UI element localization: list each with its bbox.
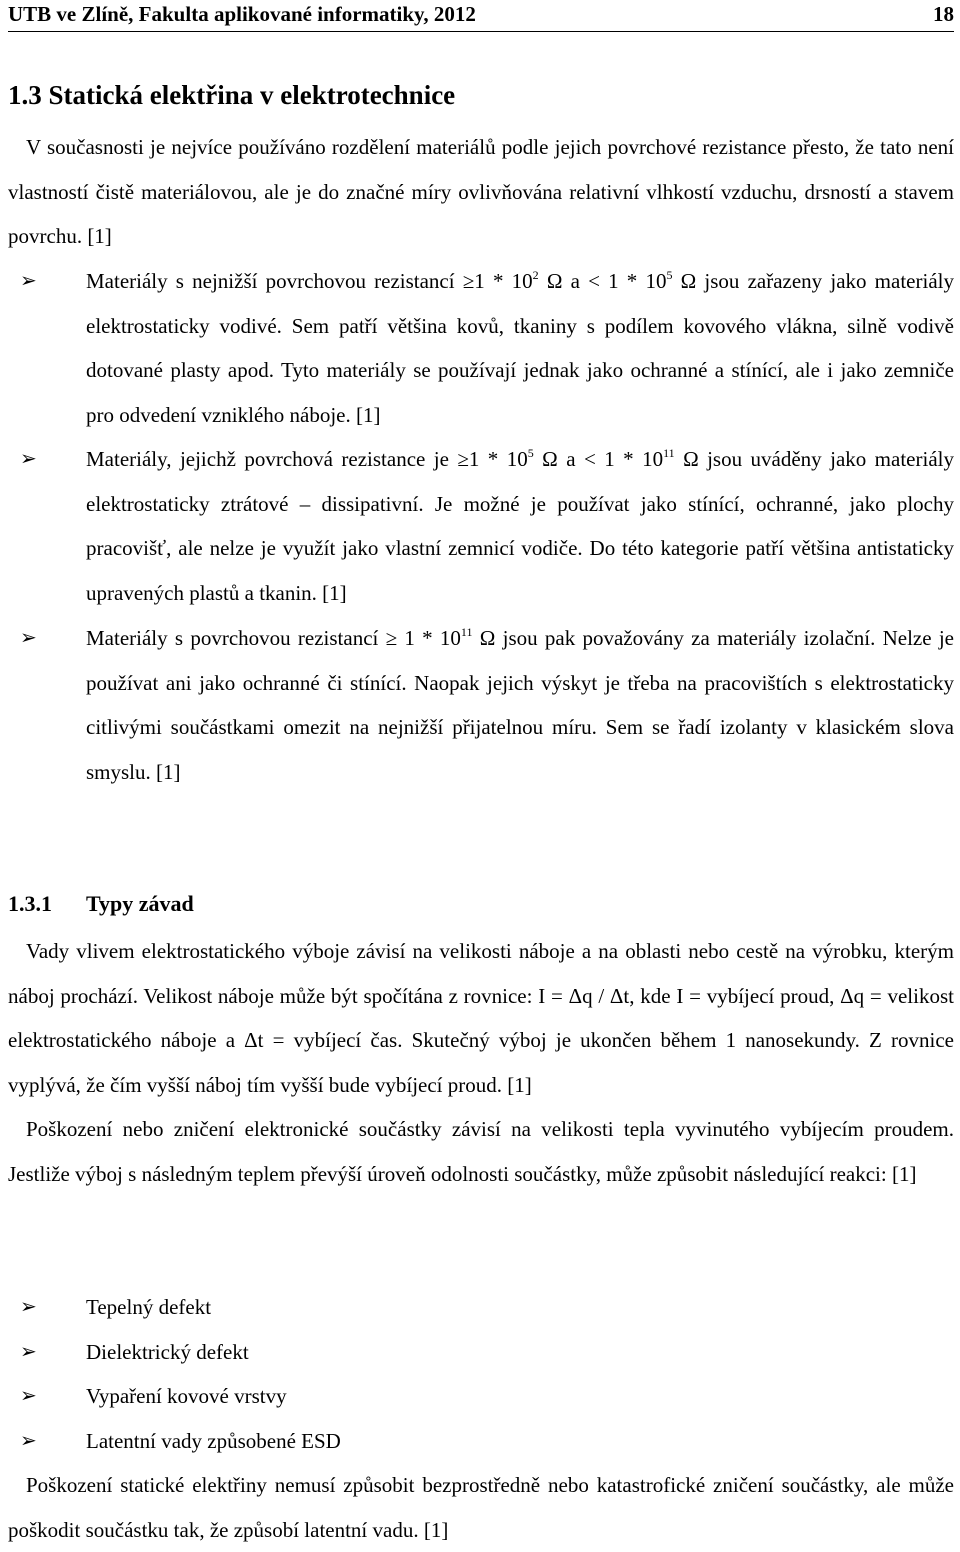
bullet-insulating (8, 616, 954, 794)
bullet-text-part: Ω a < 1 * 10 (538, 269, 667, 293)
bullet-arrow-icon: ➢ (20, 1429, 37, 1452)
list-item: ➢ Dielektrický defekt (8, 1330, 954, 1375)
exponent: 11 (460, 625, 473, 639)
subsection-number: 1.3.1 (8, 891, 52, 916)
resistance-bullet-list (8, 259, 954, 794)
discharge-paragraph: Vady vlivem elektrostatického výboje závisí na velikosti náboje a na oblasti nebo cestě na výrobku, kterým náboj prochází. Velikost náboje může být spočítána z rovnice: I = Δq / Δt, kde I = vybíjecí proud, Δq = velikost elektrostatického náboje a Δt = vybíjecí čas. Skutečný výboj je ukončen během 1 nanosekundy. Z rovnice vyplývá, že čím vyšší náboj tím vyšší bude vybíjecí proud. [1] (8, 939, 954, 1097)
bullet-text-part: Materiály s nejnižší povrchovou rezistancí ≥1 * 10 (86, 269, 533, 293)
subsection-heading (8, 891, 194, 917)
subsection-title: Typy závad (86, 891, 194, 916)
header-title: UTB ve Zlíně, Fakulta aplikované informatiky, 2012 (8, 2, 476, 26)
defect-types-list (8, 1285, 954, 1463)
list-item: ➢ Tepelný defekt (8, 1285, 954, 1330)
page-header (8, 0, 954, 32)
bullet-text-part: Materiály, jejichž povrchová rezistance je ≥1 * 10 (86, 447, 528, 471)
bullet-arrow-icon: ➢ (20, 1296, 37, 1318)
intro-paragraph: V současnosti je nejvíce používáno rozdělení materiálů podle jejich povrchové rezistance přesto, že tato není vlastností čistě materiálovou, ale je do značné míry ovlivňována relativní vlhkostí vzduchu, drsností a stavem povrchu. [1] (8, 135, 954, 248)
list-item: ➢ Vypaření kovové vrstvy (8, 1374, 954, 1419)
bullet-text-part: Ω jsou uváděny jako materiály elektrostaticky ztrátové – dissipativní. Je možné je používat jako stínící, ochranné, jako plochy pracovišť, ale nelze je využít jako vlastní zemnicí vodiče. Do této kategorie patří většina antistaticky upravených plastů a tkanin. [1] (86, 447, 954, 605)
intro-block (8, 125, 954, 259)
section-heading: 1.3 Statická elektřina v elektrotechnice (8, 80, 456, 110)
exponent: 5 (527, 446, 534, 460)
exponent: 2 (532, 268, 539, 282)
bullet-text-part: Ω jsou zařazeny jako materiály elektrostaticky vodivé. Sem patří většina kovů, tkaniny s podílem kovového vlákna, silně vodivě dotované plasty apod. Tyto materiály se používají jednak jako ochranné a stínící, ale i jako zemniče pro odvedení vzniklého náboje. [1] (86, 269, 954, 427)
bullet-arrow-icon: ➢ (20, 448, 37, 470)
bullet-arrow-icon: ➢ (20, 1340, 37, 1363)
list-item: ➢ Latentní vady způsobené ESD (8, 1419, 954, 1464)
latent-block (8, 1463, 954, 1552)
exponent: 5 (666, 268, 673, 282)
bullet-arrow-icon: ➢ (20, 1385, 37, 1407)
defects-block (8, 929, 954, 1196)
bullet-text-part: Ω jsou pak považovány za materiály izolační. Nelze je používat ani jako ochranné či stínící. Naopak jejich výskyt je třeba na pracovištích s elektrostaticky citlivými součástkami omezit na nejnižší přijatelnou míru. Sem se řadí izolanty v klasickém slova smyslu. [1] (86, 626, 954, 784)
latent-paragraph: Poškození statické elektřiny nemusí způsobit bezprostředně nebo katastrofické zničení součástky, ale může poškodit součástku tak, že způsobí latentní vadu. [1] (8, 1473, 954, 1542)
bullet-text-part: Ω a < 1 * 10 (533, 447, 664, 471)
exponent: 11 (663, 446, 675, 460)
bullet-arrow-icon: ➢ (20, 270, 37, 292)
bullet-conductive (8, 259, 954, 437)
bullet-text-part: Materiály s povrchovou rezistancí ≥ 1 * 10 (86, 626, 461, 650)
bullet-arrow-icon: ➢ (20, 627, 37, 649)
damage-paragraph: Poškození nebo zničení elektronické součástky závisí na velikosti tepla vyvinutého vybíjecím proudem. Jestliže výboj s následným teplem převýší úroveň odolnosti součástky, může způsobit následující reakci: [1] (8, 1117, 954, 1186)
bullet-dissipative (8, 437, 954, 616)
page-number: 18 (933, 2, 954, 26)
